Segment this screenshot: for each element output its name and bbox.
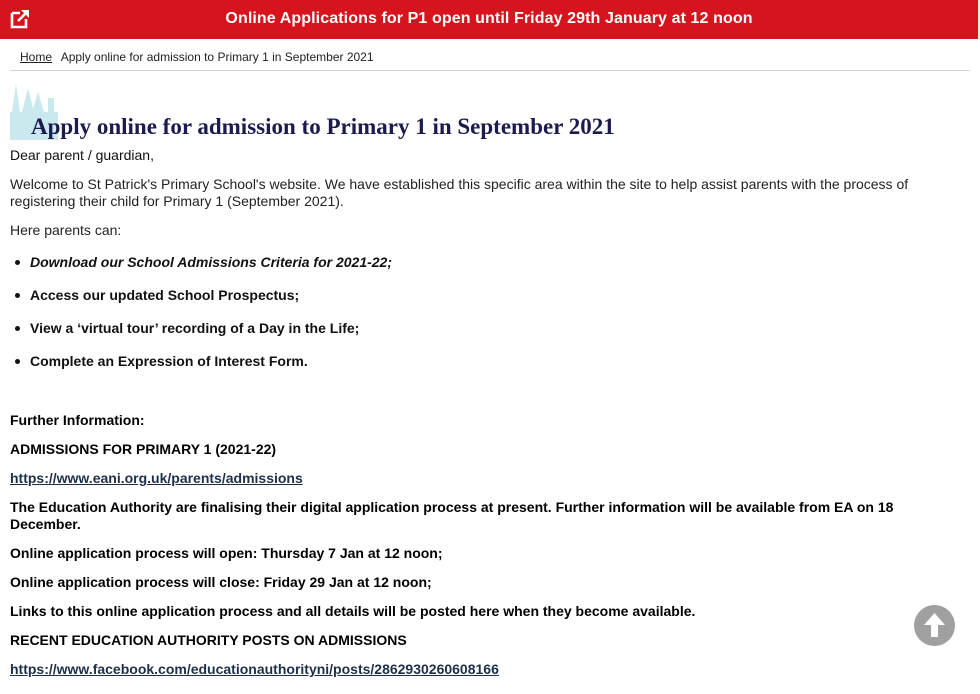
bullet-prospectus[interactable]: Access our updated School Prospectus; — [10, 287, 930, 304]
here-parents-text: Here parents can: — [10, 222, 122, 238]
links-info-text: Links to this online application process and all details will be posted here when they become available. — [10, 603, 696, 619]
eani-admissions-link[interactable]: https://www.eani.org.uk/parents/admissions — [10, 470, 303, 486]
facebook-post-link[interactable]: https://www.facebook.com/educationauthorityni/posts/2862930260608166 — [10, 661, 499, 677]
scroll-to-top-button[interactable] — [914, 605, 955, 646]
breadcrumb-home-link[interactable]: Home — [20, 50, 53, 64]
greeting-text: Dear parent / guardian, — [10, 147, 154, 163]
ea-notice-text: The Education Authority are finalising their digital application process at present. Further information will be available from EA on 18 December. — [10, 499, 894, 532]
arrow-up-icon — [914, 605, 955, 646]
bullet-expression-of-interest[interactable]: Complete an Expression of Interest Form. — [10, 353, 930, 370]
welcome-text: Welcome to St Patrick's Primary School's website. We have established this specific area within the site to help assist parents with the process of registering their child for Primary 1 (September 2021). — [10, 176, 909, 209]
breadcrumb — [20, 50, 374, 64]
admissions-heading: ADMISSIONS FOR PRIMARY 1 (2021-22) — [10, 441, 277, 457]
main-content — [10, 147, 930, 678]
close-date-text: Online application process will close: Friday 29 Jan at 12 noon; — [10, 574, 432, 590]
divider — [10, 70, 970, 71]
further-info-heading: Further Information: — [10, 412, 145, 428]
bullet-virtual-tour[interactable]: View a ‘virtual tour’ recording of a Day in the Life; — [10, 320, 930, 337]
recent-posts-heading: RECENT EDUCATION AUTHORITY POSTS ON ADMISSIONS — [10, 632, 407, 648]
announcement-banner[interactable] — [0, 0, 980, 39]
bullet-list — [10, 254, 930, 370]
page-title: Apply online for admission to Primary 1 in September 2021 — [31, 114, 615, 139]
bullet-download-criteria[interactable]: Download our School Admissions Criteria for 2021-22; — [10, 254, 930, 271]
banner-text[interactable]: Online Applications for P1 open until Friday 29th January at 12 noon — [225, 10, 753, 27]
breadcrumb-current: Apply online for admission to Primary 1 in September 2021 — [60, 50, 374, 64]
open-date-text: Online application process will open: Thursday 7 Jan at 12 noon; — [10, 545, 443, 561]
